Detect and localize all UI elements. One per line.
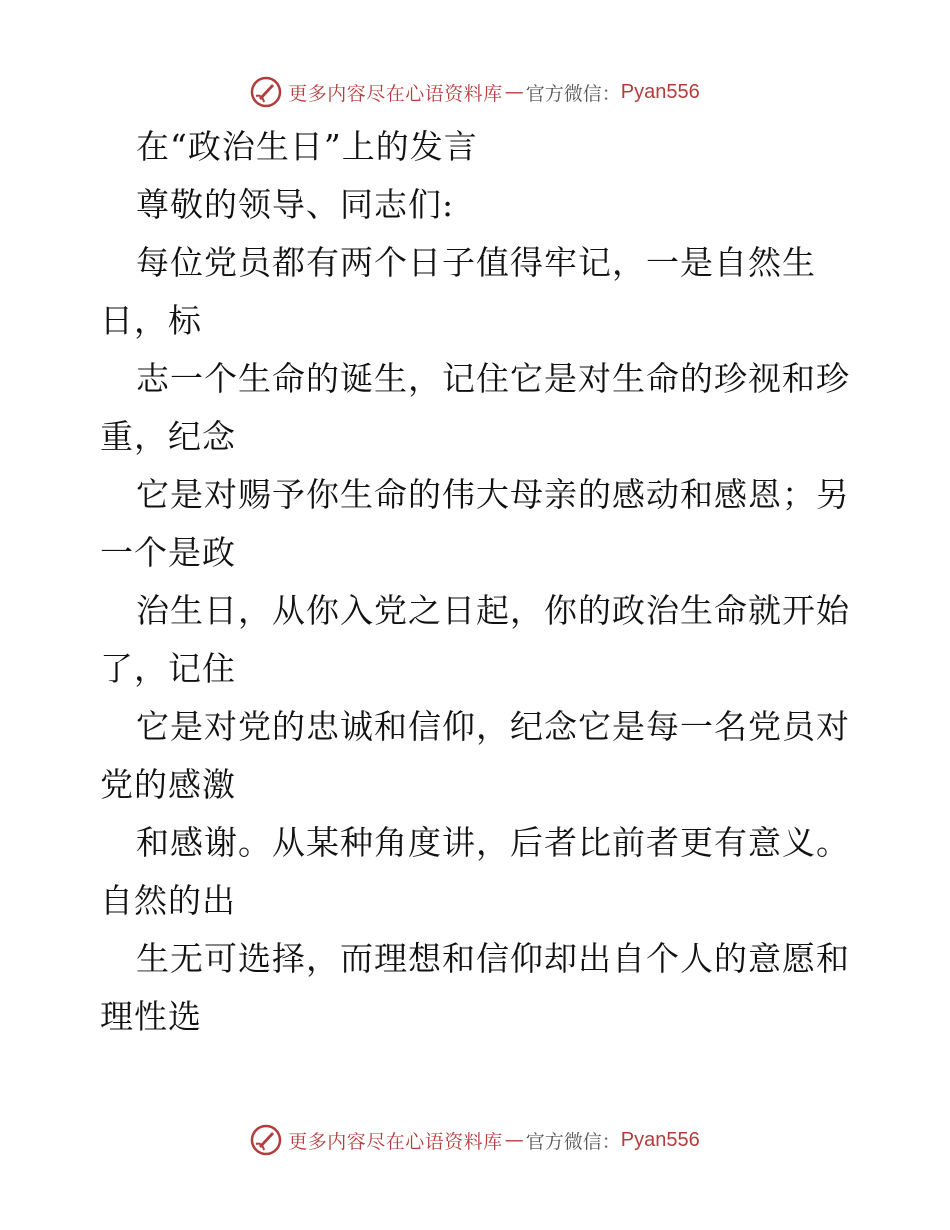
paragraph-line: 每位党员都有两个日子值得牢记，一是自然生 <box>136 243 816 282</box>
paragraph-line: 日，标 <box>100 301 202 340</box>
paragraph-line: 志一个生命的诞生，记住它是对生命的珍视和珍 <box>136 359 850 398</box>
banner-separator: — <box>504 1129 524 1151</box>
paragraph-line: 党的感激 <box>100 765 236 804</box>
paragraph-line: 自然的出 <box>100 881 236 920</box>
paragraph-line: 生无可选择，而理想和信仰却出自个人的意愿和 <box>136 939 850 978</box>
banner-text: 更多内容尽在心语资料库 <box>288 82 503 105</box>
banner-text: 更多内容尽在心语资料库 <box>288 1130 503 1153</box>
header-banner <box>0 72 950 112</box>
paragraph-line: 治生日，从你入党之日起，你的政治生命就开始 <box>136 591 850 630</box>
salutation: 尊敬的领导、同志们: <box>136 185 455 224</box>
wechat-id: Pyan556 <box>620 80 700 103</box>
document-title: 在“政治生日”上的发言 <box>136 127 478 166</box>
wechat-label: 官方微信： <box>525 82 621 105</box>
quill-pen-logo-icon <box>250 1124 282 1156</box>
quill-pen-logo-icon <box>250 76 282 108</box>
banner-separator: — <box>504 81 524 103</box>
paragraph-line: 了，记住 <box>100 649 236 688</box>
paragraph-line: 它是对党的忠诚和信仰，纪念它是每一名党员对 <box>136 707 850 746</box>
paragraph-line: 和感谢。从某种角度讲，后者比前者更有意义。 <box>136 823 850 862</box>
footer-banner <box>0 1120 950 1160</box>
paragraph-line: 一个是政 <box>100 533 236 572</box>
paragraph-line: 它是对赐予你生命的伟大母亲的感动和感恩；另 <box>136 475 850 514</box>
document-body <box>100 118 880 1046</box>
paragraph-line: 重，纪念 <box>100 417 236 456</box>
paragraph-line: 理性选 <box>100 997 202 1036</box>
wechat-label: 官方微信： <box>525 1130 621 1153</box>
wechat-id: Pyan556 <box>620 1128 700 1151</box>
